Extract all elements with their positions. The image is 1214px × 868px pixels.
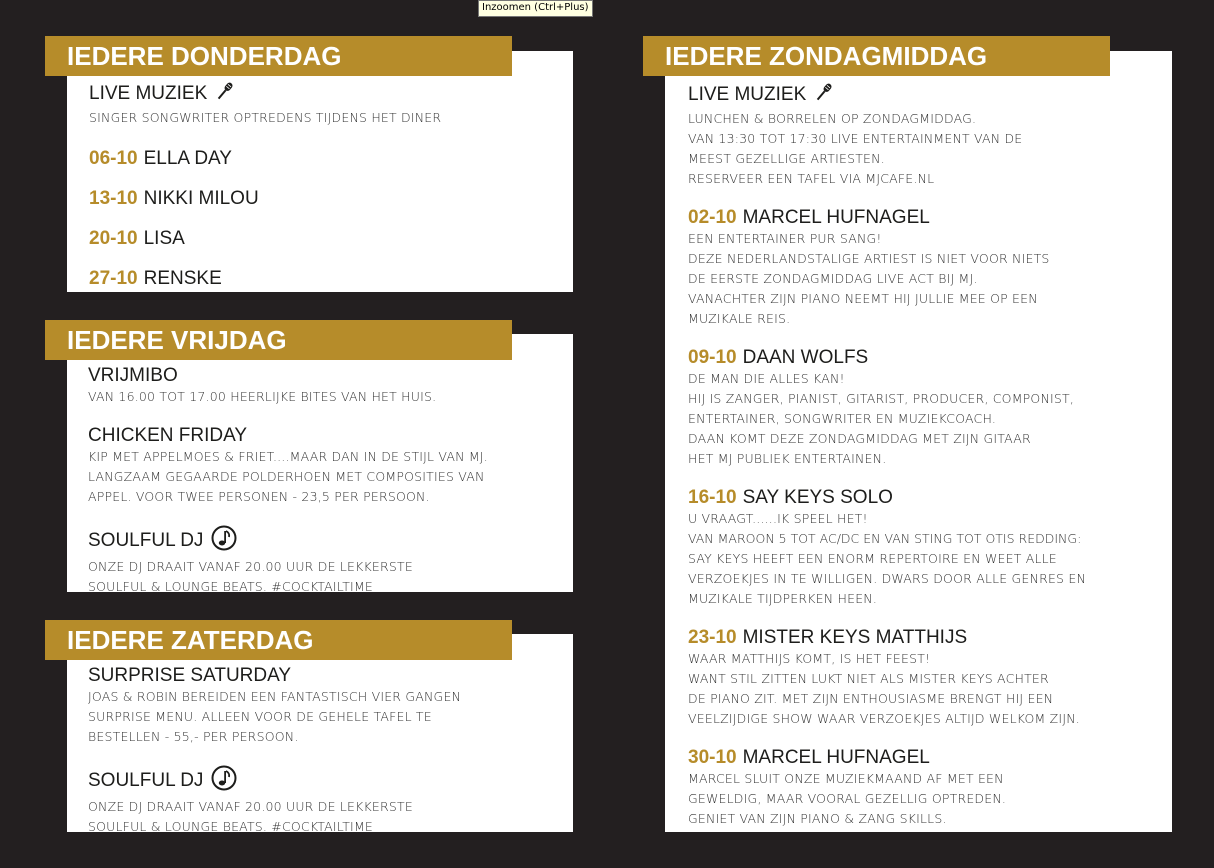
section-line: SAY KEYS HEEFT EEN ENORM REPERTOIRE EN WEET ALLE	[688, 551, 1057, 566]
section-title: CHICKEN FRIDAY	[88, 425, 248, 446]
section-line: DE EERSTE ZONDAGMIDDAG LIVE ACT BIJ MJ.	[688, 271, 978, 286]
section-line: HET MJ PUBLIEK ENTERTAINEN.	[688, 451, 887, 466]
section-title: 30-10 MARCEL HUFNAGEL	[688, 747, 930, 768]
music-note-icon	[211, 525, 237, 557]
section-line: LANGZAAM GEGAARDE POLDERHOEN MET COMPOSITIES VAN	[88, 469, 485, 484]
event-item: 13-10 NIKKI MILOU	[89, 188, 259, 209]
zondag-header: IEDERE ZONDAGMIDDAG	[643, 36, 1110, 76]
section-line: DE PIANO ZIT. MET ZIJN ENTHOUSIASME BRENGT HIJ EEN	[688, 691, 1054, 706]
section-line: VERZOEKJES IN TE WILLIGEN. DWARS DOOR ALLE GENRES EN	[688, 571, 1087, 586]
section-line: MUZIKALE TIJDPERKEN HEEN.	[688, 591, 878, 606]
section-line: VAN MAROON 5 TOT AC/DC EN VAN STING TOT OTIS REDDING:	[688, 531, 1082, 546]
section-line: EEN ENTERTAINER PUR SANG!	[688, 231, 882, 246]
section-line: LUNCHEN & BORRELEN OP ZONDAGMIDDAG.	[688, 111, 977, 126]
section-title: 09-10 DAAN WOLFS	[688, 347, 869, 368]
zoom-tooltip: Inzoomen (Ctrl+Plus)	[478, 0, 593, 17]
music-note-icon	[211, 765, 237, 797]
section-title: 02-10 MARCEL HUFNAGEL	[688, 207, 930, 228]
section-line: HIJ IS ZANGER, PIANIST, GITARIST, PRODUCER, COMPONIST,	[688, 391, 1075, 406]
zaterdag-content	[88, 665, 461, 855]
section-line: SOULFUL & LOUNGE BEATS. #COCKTAILTIME	[88, 819, 374, 834]
section-line: VANACHTER ZIJN PIANO NEEMT HIJ JULLIE MEE OP EEN	[688, 291, 1038, 306]
section-title: SOULFUL DJ	[88, 765, 461, 797]
event-item: 20-10 LISA	[89, 228, 185, 249]
section-line: MUZIKALE REIS.	[688, 311, 791, 326]
section-line: SURPRISE MENU. ALLEEN VOOR DE GEHELE TAFEL TE	[88, 709, 432, 724]
vrijdag-content	[88, 365, 488, 615]
section-line: VEELZIJDIGE SHOW WAAR VERZOEKJES ALTIJD WELKOM ZIJN.	[688, 711, 1080, 726]
section-line: VAN 13:30 TOT 17:30 LIVE ENTERTAINMENT VAN DE	[688, 131, 1023, 146]
zondag-content	[688, 81, 1086, 847]
section-line: ONZE DJ DRAAIT VANAF 20.00 UUR DE LEKKERSTE	[88, 799, 413, 814]
section-line: DEZE NEDERLANDSTALIGE ARTIEST IS NIET VOOR NIETS	[688, 251, 1050, 266]
event-item: 06-10 ELLA DAY	[89, 148, 232, 169]
section-title: SURPRISE SATURDAY	[88, 665, 292, 686]
section-line: VAN 16.00 TOT 17.00 HEERLIJKE BITES VAN HET HUIS.	[88, 389, 437, 404]
section-line: BESTELLEN - 55,- PER PERSOON.	[88, 729, 299, 744]
section-title: 23-10 MISTER KEYS MATTHIJS	[688, 627, 968, 648]
section-line: RESERVEER EEN TAFEL VIA MJCAFE.NL	[688, 171, 935, 186]
live-muziek-title: LIVE MUZIEK	[89, 80, 441, 108]
section-line: GENIET VAN ZIJN PIANO & ZANG SKILLS.	[688, 811, 947, 826]
microphone-icon	[814, 81, 834, 109]
section-line: WAAR MATTHIJS KOMT, IS HET FEEST!	[688, 651, 931, 666]
section-title: SOULFUL DJ	[88, 525, 488, 557]
section-line: JOAS & ROBIN BEREIDEN EEN FANTASTISCH VIER GANGEN	[88, 689, 462, 704]
section-line: KIP MET APPELMOES & FRIET....MAAR DAN IN DE STIJL VAN MJ.	[88, 449, 488, 464]
section-title: 16-10 SAY KEYS SOLO	[688, 487, 893, 508]
donderdag-content	[89, 80, 441, 308]
section-line: WANT STIL ZITTEN LUKT NIET ALS MISTER KEYS ACHTER	[688, 671, 1049, 686]
section-line: MARCEL SLUIT ONZE MUZIEKMAAND AF MET EEN	[688, 771, 1004, 786]
donderdag-header: IEDERE DONDERDAG	[45, 36, 512, 76]
section-line: DAAN KOMT DEZE ZONDAGMIDDAG MET ZIJN GITAAR	[688, 431, 1031, 446]
section-line: GEWELDIG, MAAR VOORAL GEZELLIG OPTREDEN.	[688, 791, 1007, 806]
section-title: VRIJMIBO	[88, 365, 178, 386]
section-line: ENTERTAINER, SONGWRITER EN MUZIEKCOACH.	[688, 411, 997, 426]
section-line: SOULFUL & LOUNGE BEATS. #COCKTAILTIME	[88, 579, 374, 594]
section-title: LIVE MUZIEK	[688, 81, 1086, 109]
section-line: MEEST GEZELLIGE ARTIESTEN.	[688, 151, 885, 166]
vrijdag-header: IEDERE VRIJDAG	[45, 320, 512, 360]
zaterdag-header: IEDERE ZATERDAG	[45, 620, 512, 660]
event-item: 27-10 RENSKE	[89, 268, 222, 289]
live-muziek-desc: SINGER SONGWRITER OPTREDENS TIJDENS HET DINER	[89, 110, 442, 125]
section-line: APPEL. VOOR TWEE PERSONEN - 23,5 PER PERSOON.	[88, 489, 430, 504]
microphone-icon	[215, 80, 235, 108]
section-line: ONZE DJ DRAAIT VANAF 20.00 UUR DE LEKKERSTE	[88, 559, 413, 574]
section-line: DE MAN DIE ALLES KAN!	[688, 371, 845, 386]
section-line: U VRAAGT......IK SPEEL HET!	[688, 511, 868, 526]
